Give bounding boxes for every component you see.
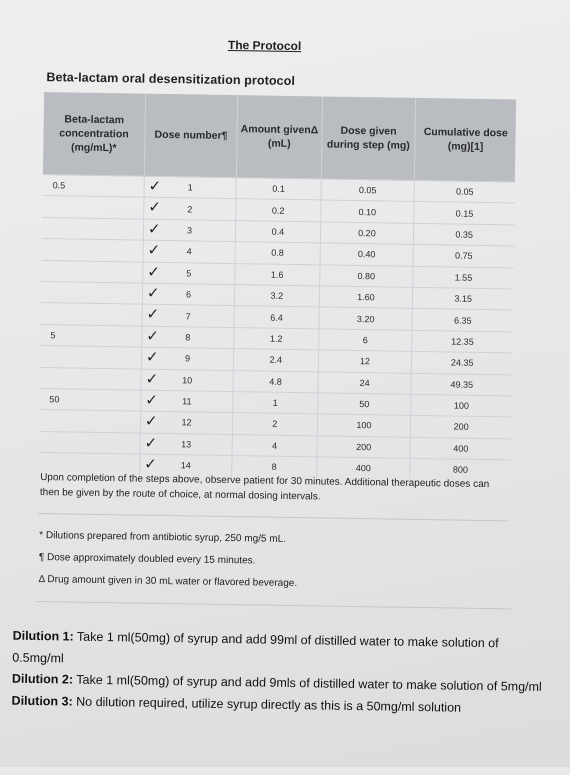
handwritten-check-mark: ✓ (147, 220, 161, 238)
protocol-title: Beta-lactam oral desensitization protocol (46, 70, 296, 89)
dose-number-value: 11 (182, 396, 192, 407)
dose-given-cell: 3.20 (319, 307, 413, 330)
dose-number-cell (141, 347, 234, 370)
amount-given-cell: 0.4 (235, 220, 320, 243)
dose-given-cell: 0.20 (320, 222, 414, 245)
dose-number-value: 6 (185, 289, 192, 300)
dose-given-cell: 1.60 (319, 286, 413, 309)
header-dose-given: Dose given during step (mg) (321, 96, 416, 180)
cumulative-dose-cell: 3.15 (413, 287, 513, 310)
dilution-1-label: Dilution 1: (12, 628, 74, 644)
handwritten-check-mark: ✓ (145, 391, 158, 409)
concentration-cell (42, 217, 144, 240)
cumulative-dose-cell: 1.55 (413, 266, 513, 289)
amount-given-cell: 0.8 (235, 242, 320, 265)
dose-number-value: 10 (182, 374, 193, 386)
amount-given-cell: 3.2 (234, 285, 319, 308)
dose-number-value: 13 (181, 439, 192, 450)
concentration-cell: 0.5 (43, 175, 145, 198)
dose-number-value: 9 (184, 353, 191, 364)
amount-given-cell: 2 (232, 413, 317, 436)
header-cumulative-dose: Cumulative dose (mg)[1] (415, 98, 516, 182)
cumulative-dose-cell: 0.15 (414, 202, 514, 225)
dilution-2-text: Take 1 ml(50mg) of syrup and add 9mls of distilled water to make solution of 5mg/ml (72, 672, 542, 694)
dose-given-cell: 24 (318, 371, 412, 394)
concentration-cell (39, 431, 141, 454)
dose-number-value: 8 (185, 332, 191, 343)
dose-number-cell (140, 411, 233, 434)
divider (36, 601, 511, 609)
page-title: The Protocol (227, 37, 302, 54)
footnote-dose-doubling: ¶ Dose approximately doubled every 15 minutes. (38, 552, 256, 567)
amount-given-cell: 2.4 (233, 349, 318, 372)
concentration-cell (41, 260, 143, 283)
dose-given-cell: 6 (318, 329, 412, 352)
handwritten-check-mark: ✓ (147, 263, 160, 281)
cumulative-dose-cell: 100 (411, 394, 511, 417)
dose-number-cell (144, 176, 237, 199)
amount-given-cell: 4 (232, 434, 317, 457)
cumulative-dose-cell: 400 (410, 437, 510, 460)
cumulative-dose-cell: 12.35 (412, 330, 512, 353)
amount-given-cell: 1 (233, 391, 318, 414)
dose-number-cell (142, 304, 235, 327)
cumulative-dose-cell: 0.35 (414, 223, 514, 246)
dose-number-cell (142, 283, 235, 306)
dose-given-cell: 400 (316, 457, 410, 479)
concentration-cell (42, 239, 144, 262)
dose-given-cell: 12 (318, 350, 412, 373)
dose-number-value: 3 (186, 225, 193, 236)
concentration-cell (40, 346, 142, 369)
dose-number-cell (142, 326, 235, 349)
dose-number-cell (143, 240, 236, 263)
dose-number-value: 12 (181, 417, 192, 428)
handwritten-check-mark: ✓ (144, 455, 157, 473)
dose-number-cell (144, 198, 237, 221)
cumulative-dose-cell: 800 (410, 458, 510, 480)
footnote-dilutions: * Dilutions prepared from antibiotic syrup, 250 mg/5 mL. (39, 530, 287, 545)
concentration-cell: 5 (40, 324, 142, 347)
handwritten-check-mark: ✓ (144, 412, 158, 431)
handwritten-check-mark: ✓ (146, 306, 160, 324)
handwritten-check-mark: ✓ (145, 370, 159, 388)
cumulative-dose-cell: 24.35 (412, 352, 512, 375)
dose-number-value: 2 (187, 203, 193, 214)
dose-given-cell: 50 (317, 393, 411, 416)
amount-given-cell: 0.2 (236, 199, 321, 222)
concentration-cell: 50 (39, 388, 141, 411)
concentration-cell (40, 367, 142, 390)
concentration-cell (41, 282, 143, 305)
divider (38, 513, 508, 521)
cumulative-dose-cell: 49.35 (411, 373, 511, 396)
amount-given-cell: 6.4 (234, 306, 319, 329)
amount-given-cell: 8 (232, 456, 317, 478)
dose-number-value: 14 (180, 460, 191, 471)
dose-given-cell: 0.40 (320, 243, 414, 266)
dilution-1-text: Take 1 ml(50mg) of syrup and add 99ml of distilled water to make solution of 0.5mg/ml (12, 629, 499, 665)
header-amount-given: Amount givenΔ (mL) (236, 95, 322, 179)
table-header-row (43, 92, 516, 182)
cumulative-dose-cell: 0.05 (414, 180, 514, 203)
dose-number-cell (141, 390, 234, 413)
handwritten-check-mark: ✓ (146, 284, 160, 302)
cumulative-dose-cell: 200 (411, 416, 511, 439)
cumulative-dose-cell: 0.75 (413, 245, 513, 268)
completion-note: Upon completion of the steps above, observe patient for 30 minutes. Additional therapeutic doses can then be given by the route of choice, at normal dosing intervals. (39, 472, 490, 503)
dose-number-value: 5 (186, 268, 192, 279)
handwritten-check-mark: ✓ (145, 348, 159, 367)
header-concentration: Beta-lactam concentration (mg/mL)* (43, 92, 146, 176)
dose-number-cell (141, 369, 234, 392)
cumulative-dose-cell: 6.35 (412, 309, 512, 332)
amount-given-cell: 1.6 (235, 263, 320, 286)
dilution-3-label: Dilution 3: (11, 693, 73, 709)
amount-given-cell: 1.2 (234, 327, 319, 350)
amount-given-cell: 4.8 (233, 370, 318, 393)
handwritten-check-mark: ✓ (144, 434, 158, 452)
dose-number-cell (143, 262, 236, 285)
handwritten-check-mark: ✓ (147, 241, 161, 260)
dilution-3-text: No dilution required, utilize syrup directly as this is a 50mg/ml solution (72, 694, 462, 715)
dose-given-cell: 200 (317, 436, 411, 459)
concentration-cell (42, 196, 144, 219)
dilution-2-label: Dilution 2: (11, 671, 74, 687)
dose-given-cell: 100 (317, 414, 411, 437)
dose-given-cell: 0.05 (321, 179, 415, 202)
dose-number-cell (143, 219, 236, 242)
dose-number-cell (140, 433, 233, 456)
concentration-cell (39, 410, 141, 433)
header-dose-number: Dose number¶ (144, 94, 237, 178)
footnote-drug-amount: Δ Drug amount given in 30 mL water or flavored beverage. (38, 574, 298, 590)
dose-number-value: 1 (187, 182, 193, 193)
dilution-instructions (11, 626, 547, 720)
dose-number-value: 7 (185, 310, 191, 321)
dose-given-cell: 0.80 (319, 264, 413, 287)
dose-number-value: 4 (186, 246, 192, 257)
amount-given-cell: 0.1 (236, 178, 321, 201)
concentration-cell (41, 303, 143, 326)
handwritten-check-mark: ✓ (146, 327, 159, 345)
desensitization-table (38, 92, 516, 481)
handwritten-check-mark: ✓ (148, 199, 161, 217)
handwritten-check-mark: ✓ (148, 177, 162, 195)
dose-given-cell: 0.10 (320, 200, 414, 223)
